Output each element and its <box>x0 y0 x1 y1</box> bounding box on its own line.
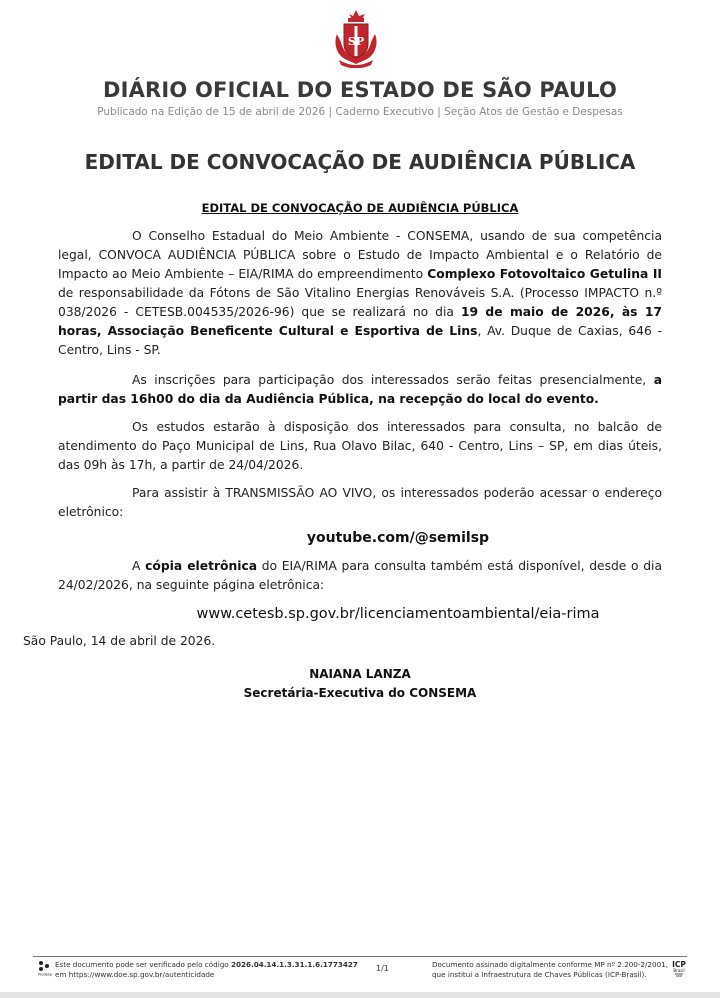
footer-divider <box>33 956 687 957</box>
page-title: EDITAL DE CONVOCAÇÃO DE AUDIÊNCIA PÚBLICA <box>84 150 636 174</box>
signature-role: Secretária-Executiva do CONSEMA <box>243 686 477 700</box>
page-number: 1/1 <box>376 964 389 973</box>
bottom-edge <box>0 992 720 998</box>
paragraph-studies: Os estudos estarão à disposição dos interessados para consulta, no balcão de atendimento do Paço Municipal de Lins, Rua Olavo Bilac, 640 - Centro, Lins – SP, em dias úteis, das 09h às 17h, a partir de 24/04/2026. <box>58 420 662 472</box>
paragraph-electronic-copy: A cópia eletrônica do EIA/RIMA para consulta também está disponível, desde o dia 24/02/2026, na seguinte página eletrônica: <box>58 559 663 592</box>
publication-info: Publicado na Edição de 15 de abril de 2026 | Caderno Executivo | Seção Atos de Gestão e Despesas <box>97 106 623 118</box>
paragraph-registration: As inscrições para participação dos interessados serão feitas presencialmente, a partir das 16h00 do dia da Audiência Pública, na recepção do local do evento. <box>58 373 662 406</box>
event-date-location: 19 de maio de 2026, às 17 horas, Associação Beneficente Cultural e Esportiva de Lins <box>58 305 662 338</box>
verification-info: Este documento pode ser verificado pelo código 2026.04.14.1.3.31.1.6.1773427 em https://www.doe.sp.gov.br/autenticidade <box>55 960 358 979</box>
cetesb-link[interactable]: www.cetesb.sp.gov.br/licenciamentoambiental/eia-rima <box>196 606 600 622</box>
verification-code: 2026.04.14.1.3.31.1.6.1773427 <box>230 960 358 969</box>
sao-paulo-coat-of-arms-icon <box>331 8 381 68</box>
project-name: Complexo Fotovoltaico Getulina II <box>427 267 662 281</box>
digital-signature-info: Documento assinado digitalmente conforme MP nº 2.200-2/2001, que institui a Infraestrutura de Chaves Públicas (ICP-Brasil). <box>432 960 669 979</box>
prodesp-logo-icon <box>36 960 54 976</box>
paragraph-convocation: O Conselho Estadual do Meio Ambiente - CONSEMA, usando de sua competência legal, CONVOCA AUDIÊNCIA PÚBLICA sobre o Estudo de Impacto Ambiental e o Relatório de Impacto ao Meio Ambiente – EIA/RIMA do empreendimento Complexo Fotovoltaico Getulina II de responsabilidade da Fótons de São Vitalino Energias Renováveis S.A. (Processo IMPACTO n.º 038/2026 - CETESB.004535/2026-96) que se realizará no dia 19 de maio de 2026, às 17 horas, Associação Beneficente Cultural e Esportiva de Lins, Av. Duque de Caxias, 646 - Centro, Lins - SP. <box>58 229 662 357</box>
date-line: São Paulo, 14 de abril de 2026. <box>23 634 216 648</box>
signature-name: NAIANA LANZA <box>309 667 411 681</box>
electronic-copy-label: cópia eletrônica <box>145 559 258 573</box>
youtube-link[interactable]: youtube.com/@semilsp <box>306 530 490 546</box>
icp-brasil-logo-icon <box>670 959 688 979</box>
registration-time: a partir das 16h00 do dia da Audiência Pública, na recepção do local do evento. <box>58 373 662 406</box>
svg-text:ICP: ICP <box>672 960 686 969</box>
svg-text:Brasil: Brasil <box>673 968 685 973</box>
svg-text:SP: SP <box>347 35 365 48</box>
verification-url[interactable]: em https://www.doe.sp.gov.br/autenticidade <box>55 970 215 979</box>
svg-text:Prodesp: Prodesp <box>38 972 52 976</box>
section-title: EDITAL DE CONVOCAÇÃO DE AUDIÊNCIA PÚBLICA <box>201 201 519 215</box>
paragraph-live-stream: Para assistir à TRANSMISSÃO AO VIVO, os interessados poderão acessar o endereço eletrônico: <box>58 486 662 519</box>
newspaper-title: DIÁRIO OFICIAL DO ESTADO DE SÃO PAULO <box>102 78 618 102</box>
